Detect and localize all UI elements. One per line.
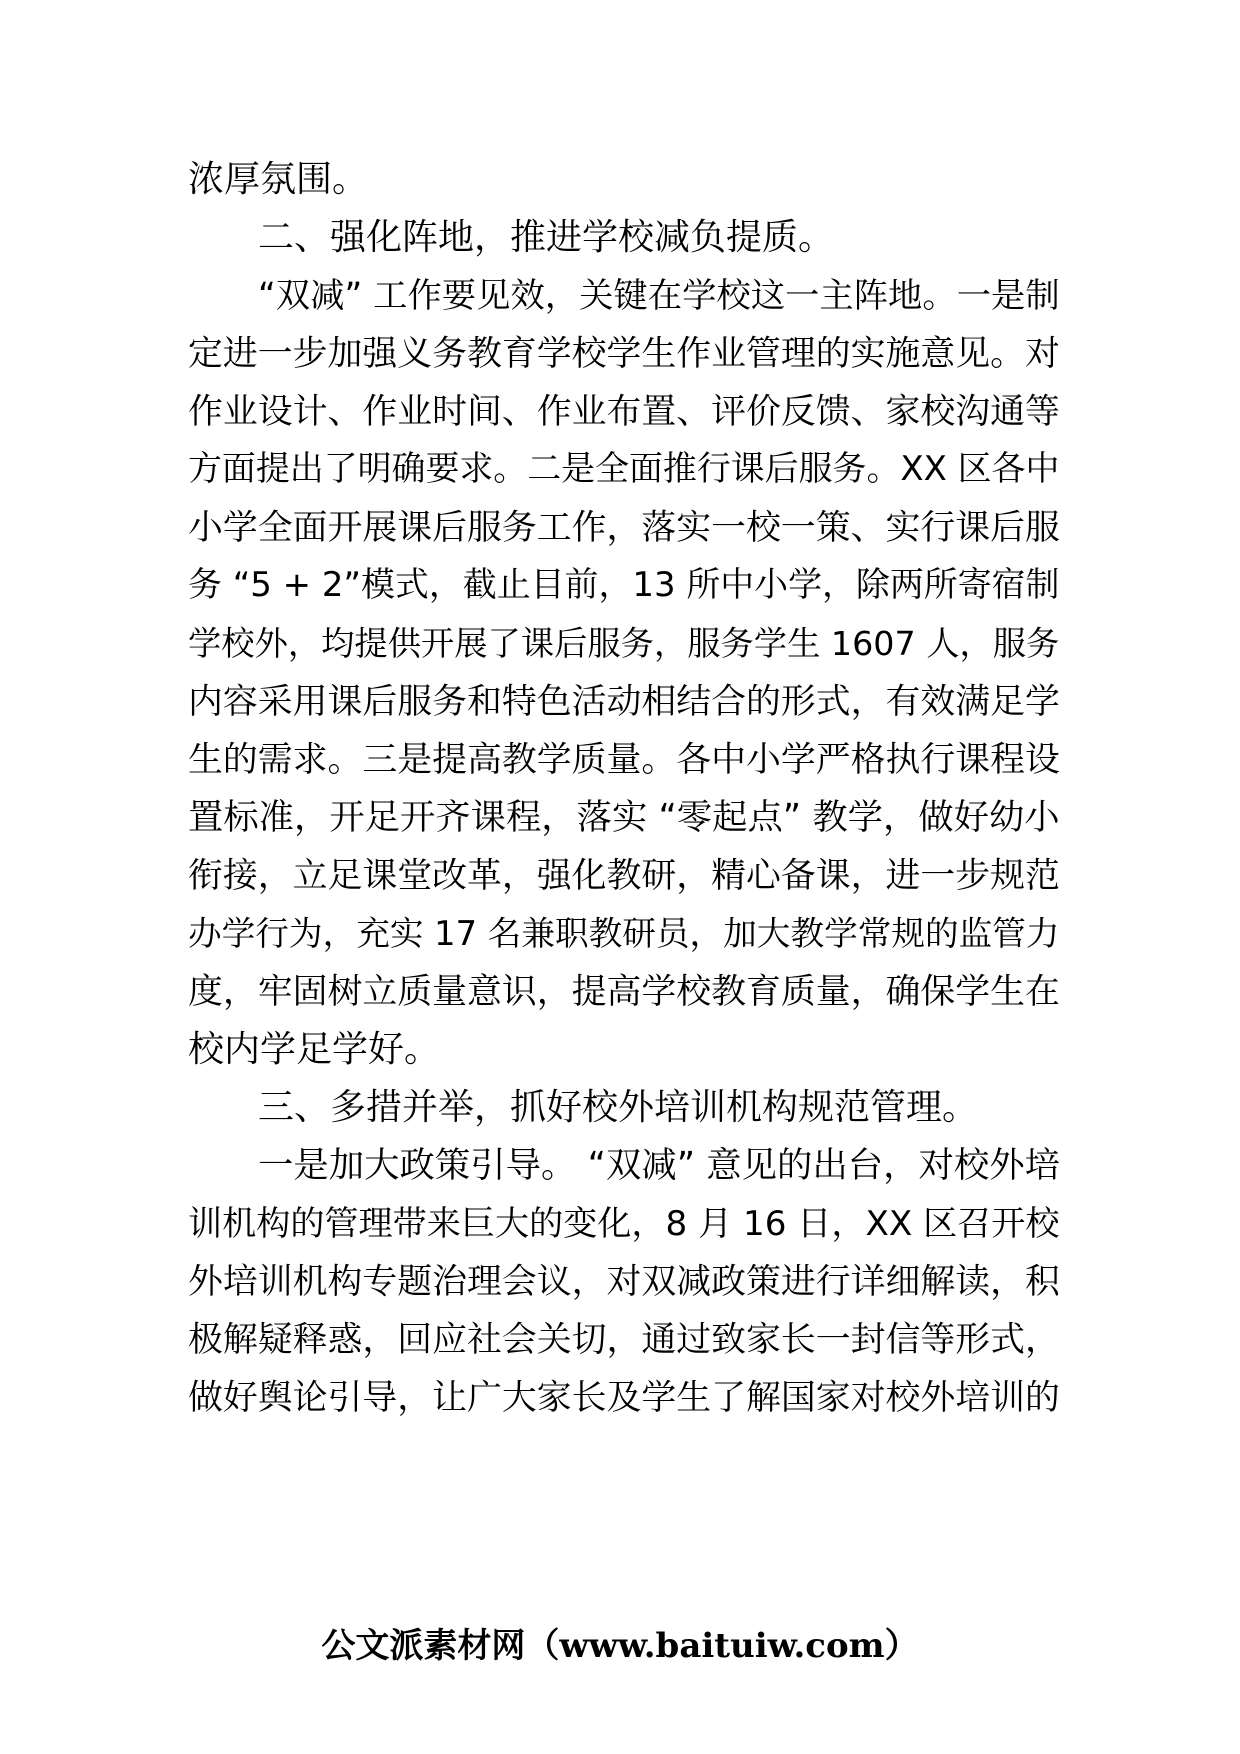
text-line: 校内学足学好。	[188, 1029, 441, 1070]
text-line: 衔接，立足课堂改革，强化教研，精心备课，进一步规范	[188, 856, 1060, 896]
section-heading: 二、强化阵地，推进学校减负提质。	[258, 217, 835, 258]
text-line: 度，牢固树立质量意识，提高学校教育质量，确保学生在	[188, 972, 1060, 1012]
text-line: 务 “5 + 2”模式，截止目前，13 所中小学，除两所寄宿制	[188, 566, 1060, 605]
footer-watermark: 公文派素材网（www.baituiw.com）	[321, 1626, 919, 1666]
text-line: 极解疑释惑，回应社会关切，通过致家长一封信等形式，	[188, 1320, 1060, 1360]
text-line: 外培训机构专题治理会议，对双减政策进行详细解读，积	[188, 1262, 1060, 1302]
text-line: 定进一步加强义务教育学校学生作业管理的实施意见。对	[188, 334, 1060, 374]
text-line: 内容采用课后服务和特色活动相结合的形式，有效满足学	[188, 682, 1060, 722]
text-line: 学校外，均提供开展了课后服务，服务学生 1607 人，服务	[188, 624, 1060, 663]
text-line: 训机构的管理带来巨大的变化，8 月 16 日，XX 区召开校	[188, 1204, 1060, 1244]
text-line: 置标准，开足开齐课程，落实 “零起点” 教学，做好幼小	[188, 797, 1060, 838]
text-line: 办学行为，充实 17 名兼职教研员，加大教学常规的监管力	[188, 914, 1060, 953]
text-line: 小学全面开展课后服务工作，落实一校一策、实行课后服	[188, 508, 1060, 548]
text-line: 作业设计、作业时间、作业布置、评价反馈、家校沟通等	[188, 392, 1060, 432]
text-line: “双减” 工作要见效，关键在学校这一主阵地。一是制	[258, 276, 1060, 316]
text-line: 做好舆论引导，让广大家长及学生了解国家对校外培训的	[188, 1378, 1060, 1418]
text-line: 浓厚氛围。	[188, 159, 369, 200]
text-line: 生的需求。三是提高教学质量。各中小学严格执行课程设	[188, 740, 1060, 780]
text-line: 方面提出了明确要求。二是全面推行课后服务。XX 区各中	[188, 450, 1060, 489]
section-heading: 三、多措并举，抓好校外培训机构规范管理。	[258, 1087, 979, 1128]
text-line: 一是加大政策引导。 “双减” 意见的出台，对校外培	[258, 1145, 1061, 1186]
